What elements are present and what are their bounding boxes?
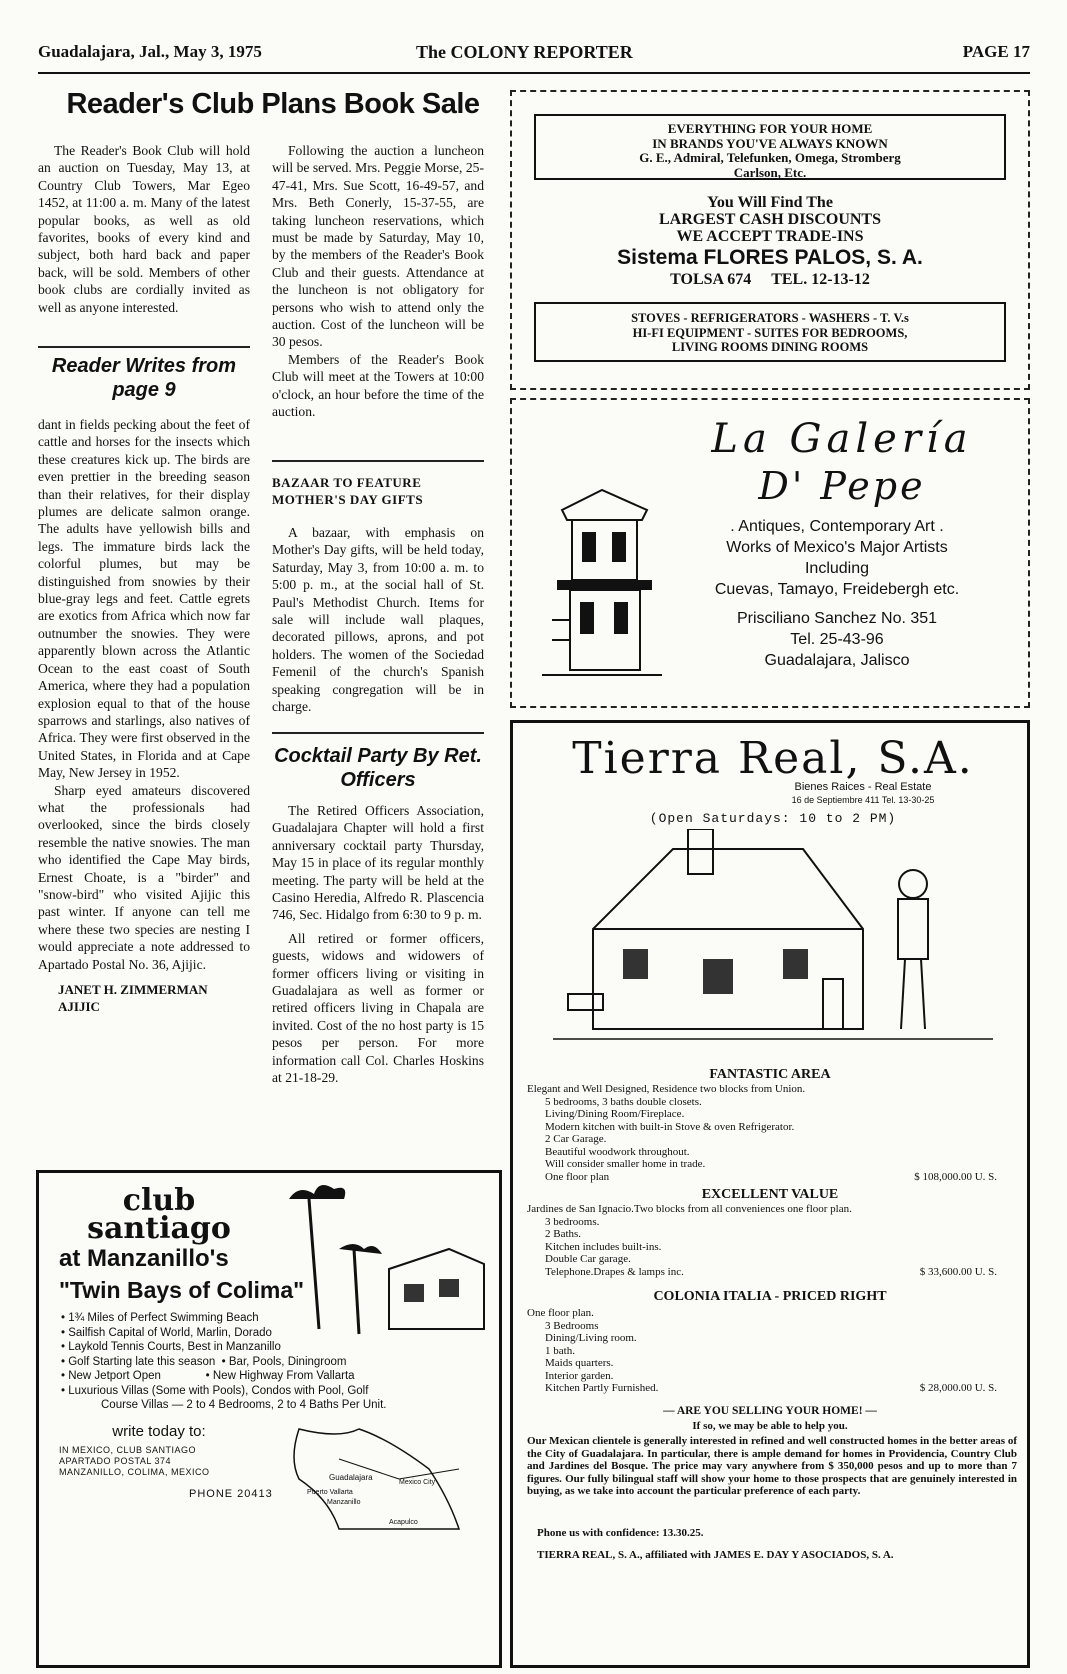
tierra-listing1 — [527, 1083, 1017, 1183]
club-address-line: APARTADO POSTAL 374 — [59, 1456, 172, 1466]
tierra-sub: Bienes Raices - Real Estate — [794, 781, 932, 793]
map-label: Manzanillo — [327, 1499, 361, 1506]
flores-mid — [512, 194, 1028, 288]
list-item: 3 Bedrooms — [545, 1319, 599, 1332]
book-sale-p2: Following the auction a luncheon will be served. Mrs. Peggie Morse, 25-47-41, Mrs. Sue Scott, 16-49-57, and Mrs. Beth Conerly, 15-37-55, are taking luncheon reservations, which must be made by Saturday, May 10, by the members of the Reader's Book Club and their guests. Attendance at the luncheon is not obligatory for persons who wish to attend only the auction. Cost of the luncheon will be 30 pesos. — [272, 143, 484, 350]
galeria-tel: Tel. 25-43-96 — [790, 631, 884, 648]
flores-top-line: EVERYTHING FOR YOUR HOME — [667, 121, 873, 136]
list-item: Maids quarters. — [545, 1357, 614, 1369]
tierra-price1: $ 108,000.00 U. S. — [914, 1170, 997, 1183]
divider — [272, 732, 484, 734]
cocktail-headline: Cocktail Party By Ret. Officers — [274, 745, 482, 791]
list-item: 5 bedrooms, 3 baths double closets. — [545, 1095, 702, 1108]
list-item: Beautiful woodwork throughout. — [545, 1145, 690, 1158]
list-item-text: Kitchen Partly Furnished. — [545, 1382, 659, 1394]
flores-bottom-box — [534, 302, 1006, 362]
tierra-price3: $ 28,000.00 U. S. — [919, 1382, 997, 1394]
tierra-list3 — [527, 1320, 1017, 1395]
club-head2: "Twin Bays of Colima" — [59, 1277, 305, 1303]
divider — [272, 460, 484, 462]
list-item — [545, 1266, 1017, 1279]
galeria-ad — [510, 398, 1030, 708]
masthead — [38, 42, 1030, 66]
galeria-title1: La Galería — [711, 416, 973, 462]
club-phone: PHONE 20413 — [189, 1488, 273, 1500]
tierra-h4: — ARE YOU SELLING YOUR HOME! — — [663, 1405, 877, 1417]
club-address — [59, 1445, 279, 1478]
flores-mid-line: LARGEST CASH DISCOUNTS — [659, 211, 881, 228]
club-santiago-ad — [36, 1170, 502, 1668]
galeria-line: Including — [804, 560, 870, 577]
reader-writes-signature: JANET H. ZIMMERMAN AJIJIC — [58, 982, 208, 1015]
list-item-text: Laykold Tennis Courts, Best in Manzanillo — [68, 1341, 281, 1353]
tierra-intro2: Jardines de San Ignacio.Two blocks from all conveniences one floor plan. — [527, 1203, 852, 1215]
flores-top-line: IN BRANDS YOU'VE ALWAYS KNOWN — [652, 135, 888, 151]
list-item: 1 bath. — [545, 1344, 575, 1357]
galeria-address: Prisciliano Sanchez No. 351 — [736, 610, 938, 627]
list-item — [545, 1382, 1017, 1395]
bazaar-p1: A bazaar, with emphasis on Mother's Day gifts, will be held today, Saturday, May 3, from 10:00 a. m. to 5:00 p. m., at the social hall of St. Paul's Methodist Church. Items for sale will include wall plaques, decorated pillows, aprons, and pot holders. The women of the Sociedad Femenil of the church's Spanish speaking congregation will be in charge. — [272, 525, 484, 715]
bazaar-body — [272, 524, 484, 715]
galeria-line: Cuevas, Tamayo, Freidebergh etc. — [714, 581, 960, 598]
cocktail-p2: All retired or former officers, guests, widows and widowers of former officers living or visiting in Guadalajara as well as former or retired officers living in Chapala are invited. Cost of the no host party is 15 pesos per person. For more information call Col. Charles Hoskins at 21-18-29. — [272, 930, 484, 1086]
page-number: PAGE 17 — [962, 42, 1030, 61]
book-sale-headline: Reader's Club Plans Book Sale — [66, 88, 480, 120]
tierra-phone: Phone us with confidence: 13.30.25. — [537, 1527, 704, 1539]
tierra-hours: (Open Saturdays: 10 to 2 PM) — [649, 811, 897, 826]
divider — [38, 346, 250, 348]
list-item: 2 Baths. — [545, 1228, 582, 1240]
club-features — [61, 1311, 481, 1413]
flores-name: Sistema FLORES PALOS, S. A. — [617, 246, 923, 269]
list-item: 2 Car Garage. — [545, 1133, 607, 1145]
book-sale-p1: The Reader's Book Club will hold an auction on Tuesday, May 13, at Country Club Towers, Mar Egeo 1452, at 11:00 a. m. Many of the latest popular books, as well as old favorites, books of every kind and subject, both hard back and paper back, will be sold. Members of other book clubs are cordially invited as well as anyone interested. — [38, 143, 250, 315]
list-item: • Laykold Tennis Courts, Best in Manzanillo — [61, 1341, 281, 1353]
club-head1: at Manzanillo's — [59, 1245, 229, 1272]
galeria-line: . Antiques, Contemporary Art . — [730, 518, 944, 535]
flores-top-box — [534, 114, 1006, 180]
tierra-intro3: One floor plan. — [527, 1307, 594, 1319]
building-illustration — [542, 480, 662, 690]
list-item: • Luxurious Villas (Some with Pools), Condos with Pool, Golf — [61, 1384, 369, 1397]
club-write: write today to: — [112, 1423, 206, 1440]
masthead-rule — [38, 72, 1030, 74]
tierra-para: Our Mexican clientele is generally interested in refined and well constructed homes in the better areas of the City of Guadalajara. In particular, there is ample demand for homes in Providencia, Country Club and Jardines del Bosque. The price may vary anywhere from $ 350,000 pesos and up to more than 7 figures. Our fully bilingual staff will show your home to those prospects that are genuinely interested in buying, as we take into account the particular preference of each party. — [527, 1435, 1017, 1497]
list-item: Double Car garage. — [545, 1253, 631, 1265]
club-name-line: santiago — [87, 1211, 231, 1246]
tierra-real-ad — [510, 720, 1030, 1668]
map-label: Mexico City — [399, 1479, 436, 1486]
book-sale-col2 — [272, 142, 484, 421]
map-label: Puerto Vallarta — [307, 1489, 353, 1496]
list-item: • Sailfish Capital of World, Marlin, Dorado — [61, 1326, 272, 1339]
flores-palos-ad — [510, 90, 1030, 390]
flores-top-line: G. E., Admiral, Telefunken, Omega, Stromberg — [639, 150, 901, 165]
flores-bottom-line: LIVING ROOMS DINING ROOMS — [671, 340, 869, 354]
dateline: Guadalajara, Jal., May 3, 1975 — [38, 42, 262, 61]
list-item-text: Sailfish Capital of World, Marlin, Dorado — [68, 1326, 272, 1339]
list-item-text: New Jetport Open — [68, 1370, 161, 1382]
list-item-text: 1¾ Miles of Perfect Swimming Beach — [68, 1312, 259, 1324]
list-item-text: Bar, Pools, Diningroom — [228, 1355, 347, 1368]
map-illustration — [279, 1409, 479, 1539]
list-item: 3 bedrooms. — [545, 1215, 600, 1228]
galeria-line: Works of Mexico's Major Artists — [726, 539, 948, 556]
reader-writes-p2: Sharp eyed amateurs discovered what the professionals had overlooked, since the birds closely resemble the native snowies. The man who identified the Cape May birds, Ernest Choate, is a "birder" and "snow-bird" who visited Ajijic this past winter. If anyone can tell me where these two species are nesting I would appreciate a note addressed to Apartado Postal No. 36, Ajijic. — [38, 782, 250, 972]
cocktail-body — [272, 802, 484, 1087]
tierra-address: 16 de Septiembre 411 Tel. 13-30-25 — [791, 795, 935, 805]
tierra-h3: COLONIA ITALIA - PRICED RIGHT — [653, 1289, 887, 1304]
tierra-listing2 — [527, 1203, 1017, 1278]
list-item: Living/Dining Room/Fireplace. — [545, 1108, 685, 1120]
list-item-text: Telephone.Drapes & lamps inc. — [545, 1265, 684, 1278]
list-item-text: New Highway From Vallarta — [212, 1370, 355, 1382]
tierra-h4b: If so, we may be able to help you. — [692, 1420, 848, 1432]
tierra-listing3 — [527, 1307, 1017, 1395]
flores-address: TOLSA 674 — [670, 271, 752, 288]
galeria-text — [662, 516, 1012, 671]
house-illustration — [553, 829, 993, 1059]
cocktail-p1: The Retired Officers Association, Guadalajara Chapter will hold a first anniversary cocktail party Thursday, May 15 in place of its regular monthly meeting. The party will be held at the Casino Heredia, Alfredo R. Plascencia 746, Sec. Hidalgo from 6:30 to 9 p. m. — [272, 803, 484, 923]
list-item: Kitchen includes built-ins. — [545, 1240, 662, 1253]
flores-top-line: Carlson, Etc. — [733, 164, 807, 180]
club-name — [59, 1183, 259, 1246]
list-item: Interior garden. — [545, 1369, 614, 1382]
list-item: • Golf Starting late this season • Bar, Pools, Diningroom — [61, 1355, 347, 1368]
list-item — [545, 1171, 1017, 1184]
list-item: • 1¾ Miles of Perfect Swimming Beach — [61, 1312, 259, 1324]
galeria-city: Guadalajara, Jalisco — [764, 652, 910, 669]
club-course: Course Villas — 2 to 4 Bedrooms, 2 to 4 Baths Per Unit. — [101, 1399, 387, 1411]
list-item-text: Golf Starting late this season — [68, 1355, 216, 1368]
reader-writes-p1: dant in fields pecking about the feet of cattle and horses for the insects which these creatures kick up. The birds are even prettier in the breeding season than their relatives, for their display plumes are delicate salmon orange. The adults have yellowish bills and legs. The immature birds lack the colorful plumes, but may be distinguished from snowies by their blue-gray legs and feet. Cattle egrets are exotics from Africa which now far outnumber the snowies. They were apparently blown across the Atlantic Ocean to the east coast of South America, where they had a population explosion equal to that of the house sparrows and starlings, also natives of Africa. They were first observed in the United States, in Florida and at Cape May, New Jersey in 1952. — [38, 417, 250, 781]
reader-writes-body — [38, 416, 250, 1016]
tierra-list1 — [527, 1096, 1017, 1184]
flores-mid-line: WE ACCEPT TRADE-INS — [676, 228, 864, 245]
list-item: Modern kitchen with built-in Stove & oven Refrigerator. — [545, 1120, 795, 1133]
list-item: Dining/Living room. — [545, 1332, 637, 1344]
tierra-list2 — [527, 1216, 1017, 1279]
map-label: Guadalajara — [329, 1473, 373, 1482]
list-item-text: Luxurious Villas (Some with Pools), Condos with Pool, Golf — [68, 1384, 369, 1397]
flores-mid-line: You Will Find The — [707, 194, 833, 211]
book-sale-p3: Members of the Reader's Book Club will meet at the Towers at 10:00 o'clock, an hour before the time of the auction. — [272, 351, 484, 420]
flores-bottom-line: STOVES - REFRIGERATORS - WASHERS - T. V.s — [631, 311, 909, 325]
tierra-footer: TIERRA REAL, S. A., affiliated with JAMES E. DAY Y ASOCIADOS, S. A. — [537, 1549, 894, 1561]
tierra-h1: FANTASTIC AREA — [709, 1067, 831, 1082]
list-item-text: One floor plan — [545, 1170, 610, 1183]
tierra-intro1: Elegant and Well Designed, Residence two blocks from Union. — [527, 1083, 806, 1095]
reader-writes-headline: Reader Writes from page 9 — [51, 355, 237, 401]
book-sale-col1 — [38, 142, 250, 316]
list-item: Will consider smaller home in trade. — [545, 1158, 706, 1170]
flores-bottom-line: HI-FI EQUIPMENT - SUITES FOR BEDROOMS, — [632, 325, 908, 340]
tierra-name: Tierra Real, S.A. — [572, 733, 974, 784]
tierra-price2: $ 33,600.00 U. S. — [919, 1265, 997, 1278]
club-address-line: IN MEXICO, CLUB SANTIAGO — [59, 1445, 197, 1455]
bazaar-headline: BAZAAR TO FEATURE MOTHER'S DAY GIFTS — [272, 475, 424, 507]
club-name-line: club — [122, 1183, 196, 1218]
club-address-line: MANZANILLO, COLIMA, MEXICO — [59, 1467, 210, 1477]
flores-tel: TEL. 12-13-12 — [771, 271, 870, 288]
list-item: • New Jetport Open • New Highway From Vallarta — [61, 1370, 355, 1382]
map-label: Acapulco — [389, 1519, 418, 1526]
galeria-title2: D' Pepe — [758, 464, 926, 508]
tierra-h2: EXCELLENT VALUE — [701, 1187, 839, 1202]
newspaper-name: The COLONY REPORTER — [416, 42, 633, 62]
